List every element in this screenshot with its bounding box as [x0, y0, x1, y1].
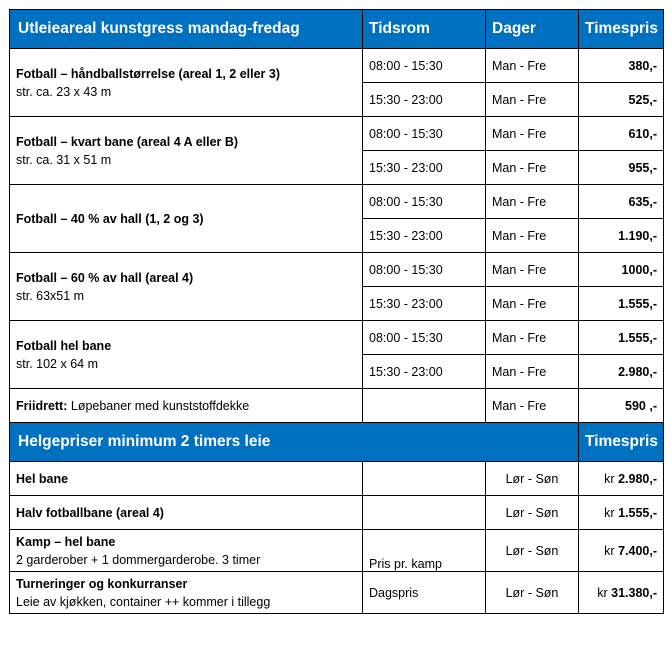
- days-cell: Man - Fre: [486, 389, 579, 423]
- friidrett-text: Løpebaner med kunststoffdekke: [67, 398, 250, 413]
- price-value: 7.400,-: [618, 543, 657, 558]
- days-cell: Man - Fre: [486, 83, 579, 117]
- time-cell: 08:00 - 15:30: [363, 185, 486, 219]
- table-row: [10, 253, 664, 287]
- weekend-desc: [10, 496, 363, 530]
- time-cell: 15:30 - 23:00: [363, 219, 486, 253]
- currency: kr: [604, 471, 615, 486]
- price-cell: 380,-: [579, 49, 664, 83]
- friidrett-desc: [10, 389, 363, 423]
- price-cell: 2.980,-: [579, 355, 664, 389]
- days-cell: Man - Fre: [486, 151, 579, 185]
- time-cell: 08:00 - 15:30: [363, 117, 486, 151]
- col-time-header: Tidsrom: [363, 10, 486, 49]
- price-cell: 1.555,-: [579, 287, 664, 321]
- weekend-title: Helgepriser minimum 2 timers leie: [10, 423, 579, 462]
- price-cell: 1.555,-: [579, 321, 664, 355]
- empty-cell: [363, 389, 486, 423]
- days-cell: Man - Fre: [486, 253, 579, 287]
- group-sub: str. ca. 31 x 51 m: [16, 152, 112, 167]
- price-cell: [579, 572, 664, 614]
- price-cell: 635,-: [579, 185, 664, 219]
- price-cell: [579, 530, 664, 572]
- table-row: [10, 117, 664, 151]
- weekend-title-cell: Hel bane: [16, 471, 69, 486]
- days-cell: Man - Fre: [486, 321, 579, 355]
- friidrett-label: Friidrett:: [16, 398, 68, 413]
- group-desc: [10, 185, 363, 253]
- table-row: [10, 185, 664, 219]
- days-cell: Man - Fre: [486, 185, 579, 219]
- weekend-title-cell: Halv fotballbane (areal 4): [16, 505, 164, 520]
- table-row: [10, 496, 664, 530]
- price-cell: 1.190,-: [579, 219, 664, 253]
- weekday-title: Utleieareal kunstgress mandag-fredag: [10, 10, 363, 49]
- time-cell: 15:30 - 23:00: [363, 287, 486, 321]
- table-row: [10, 530, 664, 572]
- time-cell: 15:30 - 23:00: [363, 151, 486, 185]
- price-cell: [579, 462, 664, 496]
- col-days-header: Dager: [486, 10, 579, 49]
- note-cell: Pris pr. kamp: [363, 530, 486, 572]
- group-desc: [10, 49, 363, 117]
- days-cell: Man - Fre: [486, 49, 579, 83]
- table-row: [10, 389, 664, 423]
- table-row: [10, 572, 664, 614]
- weekend-price-header: Timespris: [579, 423, 664, 462]
- price-cell: 590 ,-: [579, 389, 664, 423]
- group-title: Fotball – kvart bane (areal 4 A eller B): [16, 134, 239, 149]
- price-value: 1.555,-: [618, 505, 657, 520]
- weekend-desc: [10, 572, 363, 614]
- currency: kr: [604, 543, 615, 558]
- price-cell: 525,-: [579, 83, 664, 117]
- table-row: [10, 462, 664, 496]
- time-cell: 08:00 - 15:30: [363, 321, 486, 355]
- days-cell: Man - Fre: [486, 219, 579, 253]
- price-cell: 955,-: [579, 151, 664, 185]
- group-desc: [10, 117, 363, 185]
- weekend-desc: [10, 462, 363, 496]
- note-cell: [363, 496, 486, 530]
- note-cell: Dagspris: [363, 572, 486, 614]
- group-title: Fotball – håndballstørrelse (areal 1, 2 eller 3): [16, 66, 280, 81]
- currency: kr: [604, 505, 615, 520]
- group-title: Fotball – 40 % av hall (1, 2 og 3): [16, 211, 204, 226]
- weekend-desc: [10, 530, 363, 572]
- col-price-header: Timespris: [579, 10, 664, 49]
- price-cell: [579, 496, 664, 530]
- time-cell: 15:30 - 23:00: [363, 355, 486, 389]
- weekend-title-cell: Turneringer og konkurranser: [16, 576, 188, 591]
- time-cell: 08:00 - 15:30: [363, 49, 486, 83]
- time-cell: 08:00 - 15:30: [363, 253, 486, 287]
- table-row: [10, 49, 664, 83]
- days-cell: Man - Fre: [486, 355, 579, 389]
- price-cell: 1000,-: [579, 253, 664, 287]
- group-title: Fotball hel bane: [16, 338, 112, 353]
- group-sub: str. ca. 23 x 43 m: [16, 84, 112, 99]
- group-sub: str. 63x51 m: [16, 288, 85, 303]
- days-cell: Man - Fre: [486, 117, 579, 151]
- days-cell: Lør - Søn: [486, 462, 579, 496]
- days-cell: Lør - Søn: [486, 530, 579, 572]
- weekend-sub-cell: Leie av kjøkken, container ++ kommer i tillegg: [16, 594, 271, 609]
- days-cell: Lør - Søn: [486, 572, 579, 614]
- group-sub: str. 102 x 64 m: [16, 356, 98, 371]
- time-cell: 15:30 - 23:00: [363, 83, 486, 117]
- price-value: 31.380,-: [611, 585, 657, 600]
- price-value: 2.980,-: [618, 471, 657, 486]
- weekend-title-cell: Kamp – hel bane: [16, 534, 116, 549]
- price-cell: 610,-: [579, 117, 664, 151]
- weekend-header-row: [10, 423, 664, 462]
- note-cell: [363, 462, 486, 496]
- days-cell: Lør - Søn: [486, 496, 579, 530]
- days-cell: Man - Fre: [486, 287, 579, 321]
- table-row: [10, 321, 664, 355]
- weekday-header-row: [10, 10, 664, 49]
- group-desc: [10, 321, 363, 389]
- currency: kr: [597, 585, 608, 600]
- price-table: [9, 9, 664, 614]
- group-desc: [10, 253, 363, 321]
- group-title: Fotball – 60 % av hall (areal 4): [16, 270, 194, 285]
- weekend-sub-cell: 2 garderober + 1 dommergarderobe. 3 timer: [16, 552, 261, 567]
